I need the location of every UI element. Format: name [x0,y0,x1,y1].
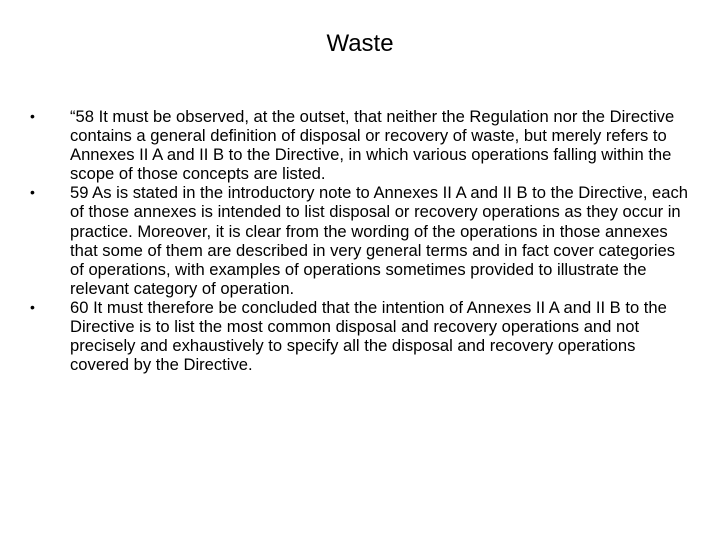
bullet-item-60 [30,298,690,374]
bullet-item-59 [30,183,690,298]
bullet-text: 59 As is stated in the introductory note to Annexes II A and II B to the Directive, each of those annexes is intended to list disposal or recovery operations as they occur in practice. Moreover, it is clear from the wording of the operations in those annexes that some of them are described in very general terms and in fact cover categories of operations, with examples of operations sometimes provided to illustrate the relevant category of operation. [70,183,689,298]
bullet-list [30,107,690,374]
bullet-text: “58 It must be observed, at the outset, that neither the Regulation nor the Directive contains a general definition of disposal or recovery of waste, but merely refers to Annexes II A and II B to the Directive, in which various operations falling within the scope of those concepts are listed. [70,107,675,184]
slide-title: Waste [326,30,394,57]
bullet-text: 60 It must therefore be concluded that the intention of Annexes II A and II B to the Directive is to list the most common disposal and recovery operations and not precisely and exhaustively to specify all the disposal and recovery operations covered by the Directive. [70,297,667,375]
bullet-item-58 [30,107,690,183]
bullet-marker: • [30,108,35,124]
bullet-marker: • [30,184,35,201]
bullet-marker: • [30,298,35,315]
